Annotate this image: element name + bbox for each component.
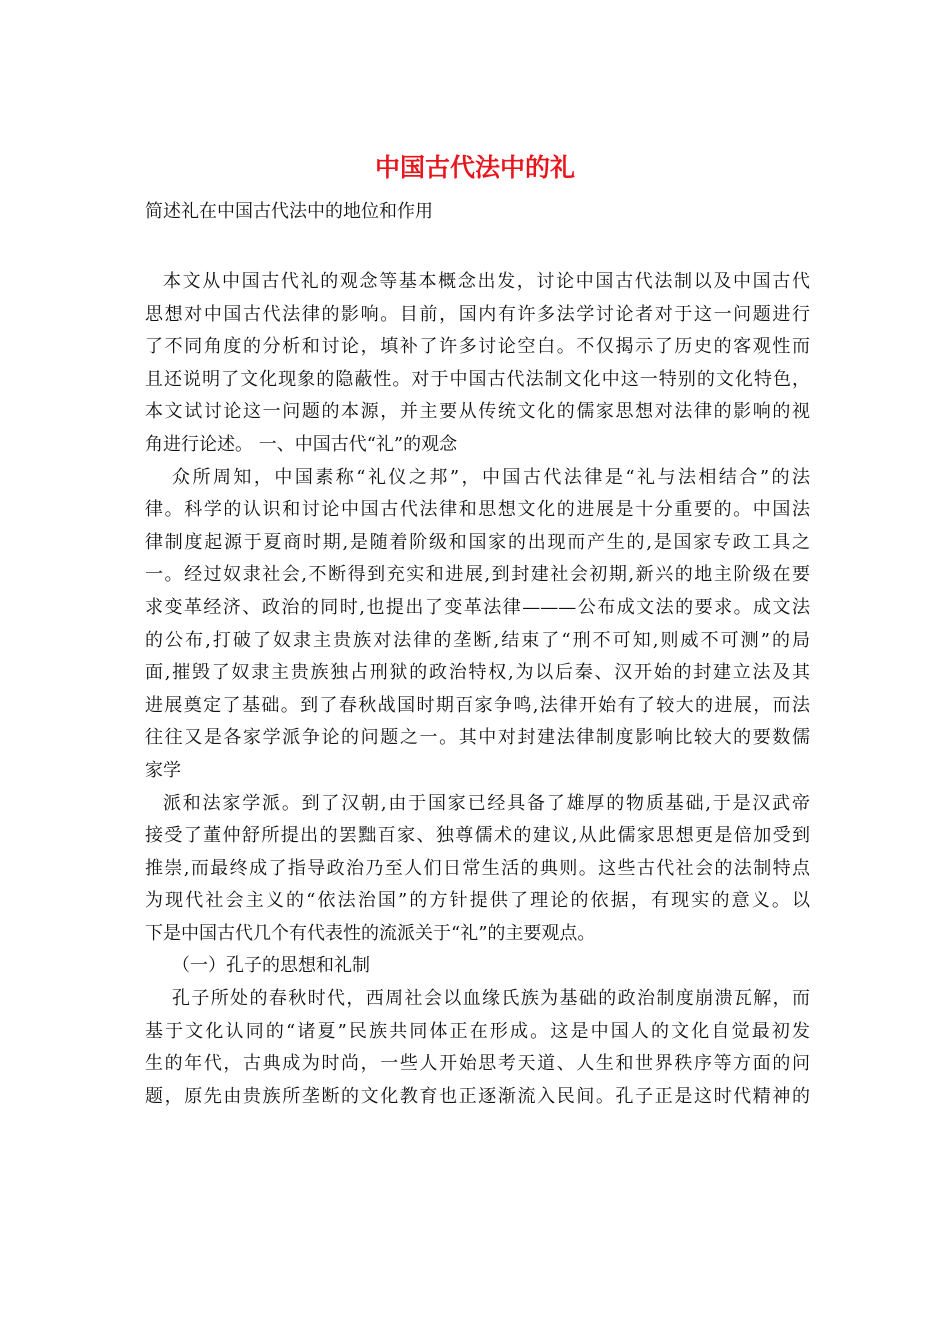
body-line: 角进行论述。 一、中国古代“礼”的观念 [145, 433, 458, 455]
document-subtitle: 简述礼在中国古代法中的地位和作用 [145, 201, 433, 222]
body-line: 进展奠定了基础。到了春秋战国时期百家争鸣,法律开始有了较大的进展，而法 [145, 694, 810, 716]
body-line: 一。经过奴隶社会,不断得到充实和进展,到封建社会初期,新兴的地主阶级在要 [145, 564, 810, 586]
section-heading: （一）孔子的思想和礼制 [172, 955, 370, 977]
document-body [145, 266, 810, 1113]
document-title: 中国古代法中的礼 [374, 153, 575, 182]
body-line: 下是中国古代几个有代表性的流派关于“礼”的主要观点。 [145, 922, 596, 944]
body-line: 求变革经济、政治的同时,也提出了变革法律———公布成文法的要求。成文法 [145, 596, 810, 618]
body-line: 思想对中国古代法律的影响。目前，国内有许多法学讨论者对于这一问题进行 [145, 303, 810, 325]
body-line: 面,摧毁了奴隶主贵族独占刑狱的政治特权,为以后秦、汉开始的封建立法及其 [145, 662, 810, 684]
body-line: 众所周知，中国素称“礼仪之邦”，中国古代法律是“礼与法相结合”的法 [172, 466, 810, 488]
body-line: 律。科学的认识和讨论中国古代法律和思想文化的进展是十分重要的。中国法 [145, 499, 810, 521]
body-line: 往往又是各家学派争论的问题之一。其中对封建法律制度影响比较大的要数儒 [145, 727, 810, 749]
body-line: 家学 [145, 759, 181, 781]
body-line: 接受了董仲舒所提出的罢黜百家、独尊儒术的建议,从此儒家思想更是倍加受到 [145, 825, 810, 847]
body-line: 了不同角度的分析和讨论，填补了许多讨论空白。不仅揭示了历史的客观性而 [145, 336, 810, 358]
body-line: 题，原先由贵族所垄断的文化教育也正逐渐流入民间。孔子正是这时代精神的 [145, 1085, 810, 1107]
body-line: 孔子所处的春秋时代，西周社会以血缘氏族为基础的政治制度崩溃瓦解，而 [172, 988, 810, 1010]
body-line: 推崇,而最终成了指导政治乃至人们日常生活的典则。这些古代社会的法制特点 [145, 857, 810, 879]
body-line: 本文从中国古代礼的观念等基本概念出发，讨论中国古代法制以及中国古代 [163, 271, 810, 292]
body-line: 的公布,打破了奴隶主贵族对法律的垄断,结束了“刑不可知,则威不可测”的局 [145, 629, 810, 651]
body-line: 且还说明了文化现象的隐蔽性。对于中国古代法制文化中这一特别的文化特色， [145, 368, 810, 390]
body-line: 派和法家学派。到了汉朝,由于国家已经具备了雄厚的物质基础,于是汉武帝 [163, 792, 810, 814]
body-line: 本文试讨论这一问题的本源，并主要从传统文化的儒家思想对法律的影响的视 [145, 401, 810, 423]
body-line: 为现代社会主义的“依法治国”的方针提供了理论的依据，有现实的意义。以 [145, 890, 810, 912]
body-line: 基于文化认同的“诸夏”民族共同体正在形成。这是中国人的文化自觉最初发 [145, 1020, 810, 1042]
body-line: 生的年代，古典成为时尚，一些人开始思考天道、人生和世界秩序等方面的问 [145, 1053, 810, 1075]
body-line: 律制度起源于夏商时期,是随着阶级和国家的出现而产生的,是国家专政工具之 [145, 531, 810, 553]
